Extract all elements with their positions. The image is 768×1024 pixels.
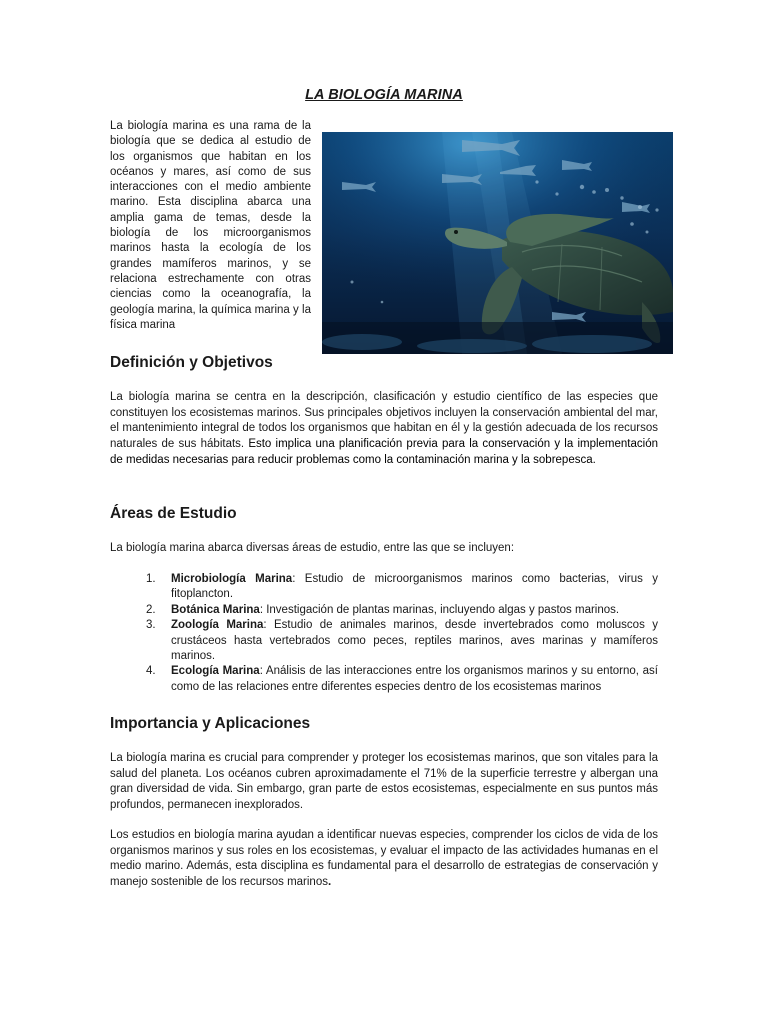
list-term: Ecología Marina [171, 665, 260, 678]
list-desc: : Estudio de microorganismos marinos como bacterias, virus y fitoplancton. [171, 573, 659, 601]
heading-importancia: Importancia y Aplicaciones [110, 715, 311, 732]
list-number: 3. [146, 619, 156, 632]
list-term: Botánica Marina [171, 603, 260, 616]
paragraph-importancia-1: La biología marina es crucial para comprender y proteger los ecosistemas marinos, que son vitales para la salud del planeta. Los océanos cubren aproximadamente el 71% de la superficie terrestre y albergan una gran diversidad de vida. Sin embargo, gran parte de estos ecosistemas, especialmente en sus puntos más profundos, permanecen inexplorados. [110, 752, 658, 812]
list-term: Zoología Marina [171, 619, 264, 632]
list-term: Microbiología Marina [171, 573, 293, 585]
list-desc: : Investigación de plantas marinas, incluyendo algas y pastos marinos. [259, 603, 620, 616]
paragraph-definicion [110, 390, 658, 469]
list-number: 1. [146, 573, 156, 585]
intro-paragraph: La biología marina es una rama de la biología que se dedica al estudio de los organismos que habitan en los océanos y mares, así como de sus interacciones con el medio ambiente marino. Esta disciplina abarca una amplia gama de temas, desde la biología de los microorganismos marinos hasta la ecología de los grandes mamíferos marinos, y se relaciona estrechamente con otras ciencias como la oceanografía, la geología marina, la química marina y la física marina [110, 120, 311, 331]
list-item [146, 572, 658, 603]
paragraph-definicion-b: Esto implica una planificación previa para la conservación y la implementación de medidas necesarias para reducir problemas como la contaminación marina y la sobrepesca. [110, 438, 658, 466]
paragraph-definicion-a: La biología marina se centra en la descripción, clasificación y estudio científico de las especies que constituyen los ecosistemas marinos. Sus principales objetivos incluyen la conservación ambiental del mar, el mantenimiento integral de todos los organismos que habitan en él y la gestión adecuada de los recursos naturales de sus hábitats. [110, 391, 658, 451]
list-item [146, 664, 658, 695]
list-desc: : Análisis de las interacciones entre los organismos marinos y su entorno, así como de las relaciones entre diferentes especies dentro de los ecosistemas marinos [171, 665, 659, 693]
list-item [146, 618, 658, 664]
list-number: 4. [146, 665, 156, 678]
paragraph-importancia-2 [110, 828, 658, 891]
list-item [146, 603, 658, 618]
paragraph-areas-intro: La biología marina abarca diversas áreas de estudio, entre las que se incluyen: [110, 542, 515, 554]
document-title: LA BIOLOGÍA MARINA [305, 87, 463, 103]
paragraph-importancia-2-end: . [327, 876, 332, 889]
list-desc: : Estudio de animales marinos, desde invertebrados como moluscos y crustáceos hasta vertebrados como peces, reptiles marinos, aves marinas y mamíferos marinos. [171, 619, 658, 663]
heading-areas: Áreas de Estudio [110, 505, 237, 522]
heading-definicion: Definición y Objetivos [110, 354, 273, 371]
paragraph-importancia-2-text: Los estudios en biología marina ayudan a identificar nuevas especies, comprender los ciclos de vida de los organismos marinos y sus roles en los ecosistemas, y evaluar el impacto de las actividades humanas en el medio marino. Además, esta disciplina es fundamental para el desarrollo de estrategias de conservación y manejo sostenible de los recursos marinos [110, 829, 658, 889]
sea-turtle-image [322, 132, 673, 354]
list-number: 2. [146, 603, 156, 616]
areas-list [146, 572, 658, 695]
